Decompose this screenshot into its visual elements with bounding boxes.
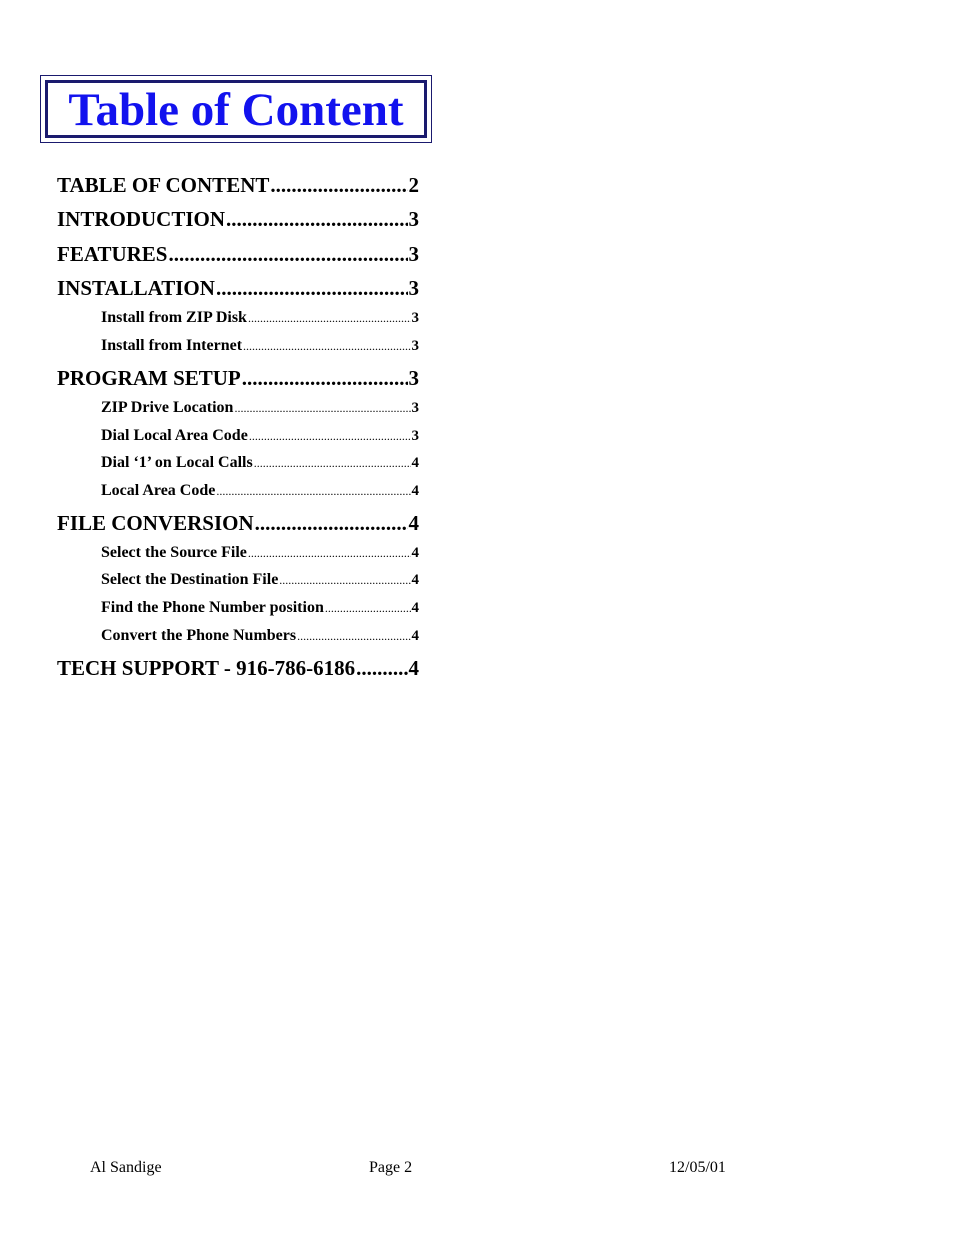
toc-entry-page: 4 (411, 600, 419, 616)
toc-subentry[interactable] (57, 397, 419, 419)
toc-dot-leader (168, 239, 407, 269)
toc-entry-page: 3 (408, 242, 419, 266)
toc-subentry[interactable] (57, 597, 419, 619)
toc-entry-label: Install from ZIP Disk (101, 309, 247, 326)
toc-dot-leader (248, 542, 411, 564)
toc-dot-leader (248, 307, 411, 329)
toc-entry[interactable] (57, 239, 419, 269)
toc-entry-label: Install from Internet (101, 337, 243, 354)
toc-entry-label: Dial Local Area Code (101, 427, 248, 444)
toc-entry-label: Select the Source File (101, 544, 247, 561)
toc-dot-leader (325, 597, 411, 619)
toc-entry[interactable] (57, 273, 419, 303)
toc-entry-label: Find the Phone Number position (101, 599, 324, 616)
toc-dot-leader (216, 273, 408, 303)
page-title: Table of Content (68, 84, 404, 136)
toc-entry-page: 4 (411, 572, 419, 588)
toc-entry-label: TABLE OF CONTENT (57, 173, 270, 197)
toc-entry-label: FILE CONVERSION (57, 511, 254, 535)
toc-entry-label: Convert the Phone Numbers (101, 627, 297, 644)
toc-subentry[interactable] (57, 307, 419, 329)
toc-entry-label: FEATURES (57, 242, 168, 266)
toc-entry-label: Select the Destination File (101, 571, 279, 588)
toc-entry-page: 3 (408, 366, 419, 390)
toc-dot-leader (216, 480, 410, 502)
toc-dot-leader (279, 569, 410, 591)
toc-entry-page: 4 (408, 511, 419, 535)
toc-subentry[interactable] (57, 542, 419, 564)
toc-entry-page: 3 (411, 400, 419, 416)
toc-entry[interactable] (57, 363, 419, 393)
footer-date: 12/05/01 (669, 1159, 726, 1176)
toc-entry-page: 4 (411, 545, 419, 561)
toc-subentry[interactable] (57, 480, 419, 502)
toc-dot-leader (255, 508, 408, 538)
toc-subentry[interactable] (57, 452, 419, 474)
toc-entry-page: 4 (411, 628, 419, 644)
toc-dot-leader (254, 452, 411, 474)
toc-subentry[interactable] (57, 335, 419, 357)
toc-entry[interactable] (57, 170, 419, 200)
toc-entry-page: 3 (411, 338, 419, 354)
toc-entry[interactable] (57, 508, 419, 538)
toc-entry-page: 4 (408, 656, 419, 680)
toc-dot-leader (297, 625, 410, 647)
toc-dot-leader (226, 204, 407, 234)
title-box (40, 75, 432, 143)
toc-entry[interactable] (57, 204, 419, 234)
toc-dot-leader (243, 335, 410, 357)
toc-entry-page: 3 (411, 310, 419, 326)
toc-entry-label: INTRODUCTION (57, 207, 226, 231)
toc-dot-leader (242, 363, 408, 393)
toc-subentry[interactable] (57, 569, 419, 591)
toc-entry-label: PROGRAM SETUP (57, 366, 241, 390)
toc-entry-page: 4 (411, 455, 419, 471)
footer-author: Al Sandige (90, 1159, 162, 1176)
toc-entry-label: ZIP Drive Location (101, 399, 234, 416)
toc-dot-leader (249, 425, 411, 447)
toc-entry[interactable] (57, 653, 419, 683)
toc-dot-leader (234, 397, 410, 419)
toc-entry-page: 4 (411, 483, 419, 499)
toc-dot-leader (270, 170, 407, 200)
toc-subentry[interactable] (57, 425, 419, 447)
toc-entry-label: TECH SUPPORT - 916-786-6186 (57, 656, 356, 680)
footer-page-number: Page 2 (369, 1159, 413, 1176)
toc-entry-page: 2 (408, 173, 419, 197)
toc-subentry[interactable] (57, 625, 419, 647)
toc-entry-label: Local Area Code (101, 482, 216, 499)
toc-entry-label: Dial ‘1’ on Local Calls (101, 454, 253, 471)
toc-entry-page: 3 (411, 428, 419, 444)
toc-entry-page: 3 (408, 207, 419, 231)
toc-dot-leader (356, 653, 407, 683)
toc-entry-page: 3 (408, 276, 419, 300)
toc-entry-label: INSTALLATION (57, 276, 215, 300)
